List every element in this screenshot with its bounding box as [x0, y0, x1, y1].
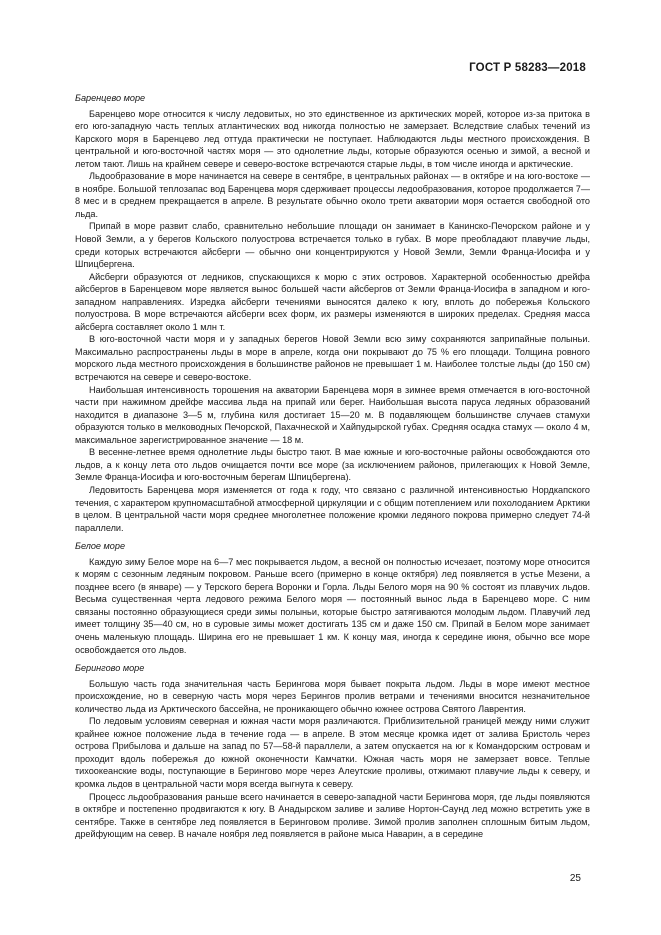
paragraph: Припай в море развит слабо, сравнительно небольшие площади он занимает в Канинско-Печорском районе и у Новой Земли, а у берегов Кольского полуострова встречается только в губах. В море преобладают плавучие льды, среди которых встречаются айсберги — обычно они концентрируются у Новой Земли, Земли Франца-Иосифа и у Шпицбергена.: [75, 221, 590, 270]
section-heading: Баренцево море: [75, 93, 146, 103]
paragraph: Баренцево море относится к числу ледовитых, но это единственное из арктических морей, которое из-за притока в его юго-западную часть теплых атлантических вод никогда полностью не замерзает. Вследствие слабых течений из Карского моря в Баренцево лед оттуда практически не поступает. Наблюдаются льды местного происхождения. В центральной и юго-восточной частях моря — это однолетние льды, которые образуются осенью и зимой, а весной и летом тают. Лишь на крайнем севере и северо-востоке встречаются старые льды, в том числе иногда и арктические.: [75, 108, 590, 169]
section-barents-sea: [75, 92, 590, 534]
standard-header: ГОСТ Р 58283—2018: [469, 62, 586, 74]
paragraph: Льдообразование в море начинается на севере в сентябре, в центральных районах — в октябре и на юго-востоке — в ноябре. Большой теплозапас вод Баренцева моря сдерживает процессы ледообразования, которое продолжается 7—8 мес и в среднем прекращается в апреле. В результате обычно около трети акватории моря остается свободной ото льда.: [75, 171, 590, 219]
section-white-sea: [75, 540, 590, 656]
paragraph: По ледовым условиям северная и южная части моря различаются. Приблизительной границей между ними служит крайнее южное положение льда в течение года — в апреле. В этом месяце кромка идет от залива Бристоль через острова Прибылова и дальше на запад по 57—58-й параллели, а затем опускается на юг к Командорским островам и проходит вдоль побережья до южной оконечности Камчатки. Южная часть моря не замерзает вовсе. Теплые тихоокеанские воды, поступающие в Берингово море через Алеутские проливы, отжимают плавучие льды к северу, и кромка льдов в центральной части моря всегда выгнута к северу.: [75, 716, 590, 789]
paragraph: Каждую зиму Белое море на 6—7 мес покрывается льдом, а весной он полностью исчезает, поэтому море относится к морям с сезонным ледяным покровом. Раньше всего (примерно в конце октября) лед появляется в устье Мезени, а позднее всего (в январе) — у Терского берега Воронки и Горла. Льды Белого моря на 90 % состоят из плавучих льдов. Весьма существенная черта ледового режима Белого моря — постоянный вынос льда в Баренцево море. С ним связаны постоянно образующиеся среди зимы полыньи, которые быстро затягиваются молодым льдом. Плавучий лед имеет толщину 35—40 см, но в суровые зимы может достигать 135 см и даже 150 см. Припай в Белом море занимает очень маленькую площадь. Ширина его не превышает 1 км. К концу мая, иногда к середине июня, обычно все море освобождается ото льдов.: [75, 556, 590, 655]
paragraph: В юго-восточной части моря и у западных берегов Новой Земли всю зиму сохраняются заприпайные полыньи. Максимально распространены льды в море в апреле, когда они покрывают до 75 % его площади. Толщина ровного морского льда местного происхождения в большинстве районов не превышает 1 м. Наиболее толстые льды (до 150 см) встречаются на севере и северо-востоке.: [75, 334, 590, 383]
paragraph: В весенне-летнее время однолетние льды быстро тают. В мае южные и юго-восточные районы освобождаются ото льдов, а к концу лета ото льдов очищается почти все море (за исключением районов, прилегающих к Новой Земле, Земле Франца-Иосифа и юго-восточным берегам Шпицбергена).: [75, 447, 590, 483]
page-number: 25: [569, 873, 581, 884]
paragraph: Наибольшая интенсивность торошения на акватории Баренцева моря в зимнее время отмечается в юго-восточной части при нажимном дрейфе массива льда на припай или берег. Наибольшая высота паруса ледяных образований находится в диапазоне 3—5 м, глубина киля достигает 15—20 м. В подавляющем большинстве случаев стамухи образуются только в мелководных Печорской, Пахачнеской и Хайпудырской губах. Средняя осадка стамух — около 4 м, максимальное зарегистрированное значение — 18 м.: [75, 384, 590, 445]
paragraph: Большую часть года значительная часть Берингова моря бывает покрыта льдом. Льды в море имеют местное происхождение, но в северную часть моря через Берингов пролив ветрами и течениями вносится незначительное количество льда из Арктического бассейна, не проникающего обычно южнее острова Святого Лаврентия.: [75, 678, 590, 714]
section-heading: Берингово море: [75, 663, 145, 674]
paragraph: Айсберги образуются от ледников, спускающихся к морю с этих островов. Характерной особенностью дрейфа айсбергов в Баренцевом море является вынос большей части айсбергов от Земли Франца-Иосифа в западном и юго-западном направлениях. Изредка айсберги течениями выносятся далеко к югу, вплоть до побережья Кольского полуострова. В море встречаются айсберги всех форм, их размеры изменяются в широких пределах. Средняя масса айсберга составляет около 1 млн т.: [75, 271, 590, 332]
section-heading: Белое море: [75, 541, 126, 552]
paragraph: Процесс льдообразования раньше всего начинается в северо-западной части Берингова моря, где льды появляются в октябре и постепенно продвигаются к югу. В Анадырском заливе и заливе Нортон-Саунд лед можно встретить уже в сентябре. Также в сентябре лед появляется в Беринговом проливе. Зимой пролив заполнен сплошным битым льдом, дрейфующим на север. В начале ноября лед появляется в районе мыса Наварин, а в середине: [75, 791, 590, 840]
paragraph: Ледовитость Баренцева моря изменяется от года к году, что связано с различной интенсивностью Нордкапского течения, с характером крупномасштабной атмосферной циркуляции и с общим потеплением или похолоданием Арктики в целом. В центральной части моря среднее многолетнее положение кромки ледяного покрова примерно следует 74-й параллели.: [75, 484, 590, 533]
document-body: [75, 92, 590, 841]
section-bering-sea: [75, 662, 590, 841]
